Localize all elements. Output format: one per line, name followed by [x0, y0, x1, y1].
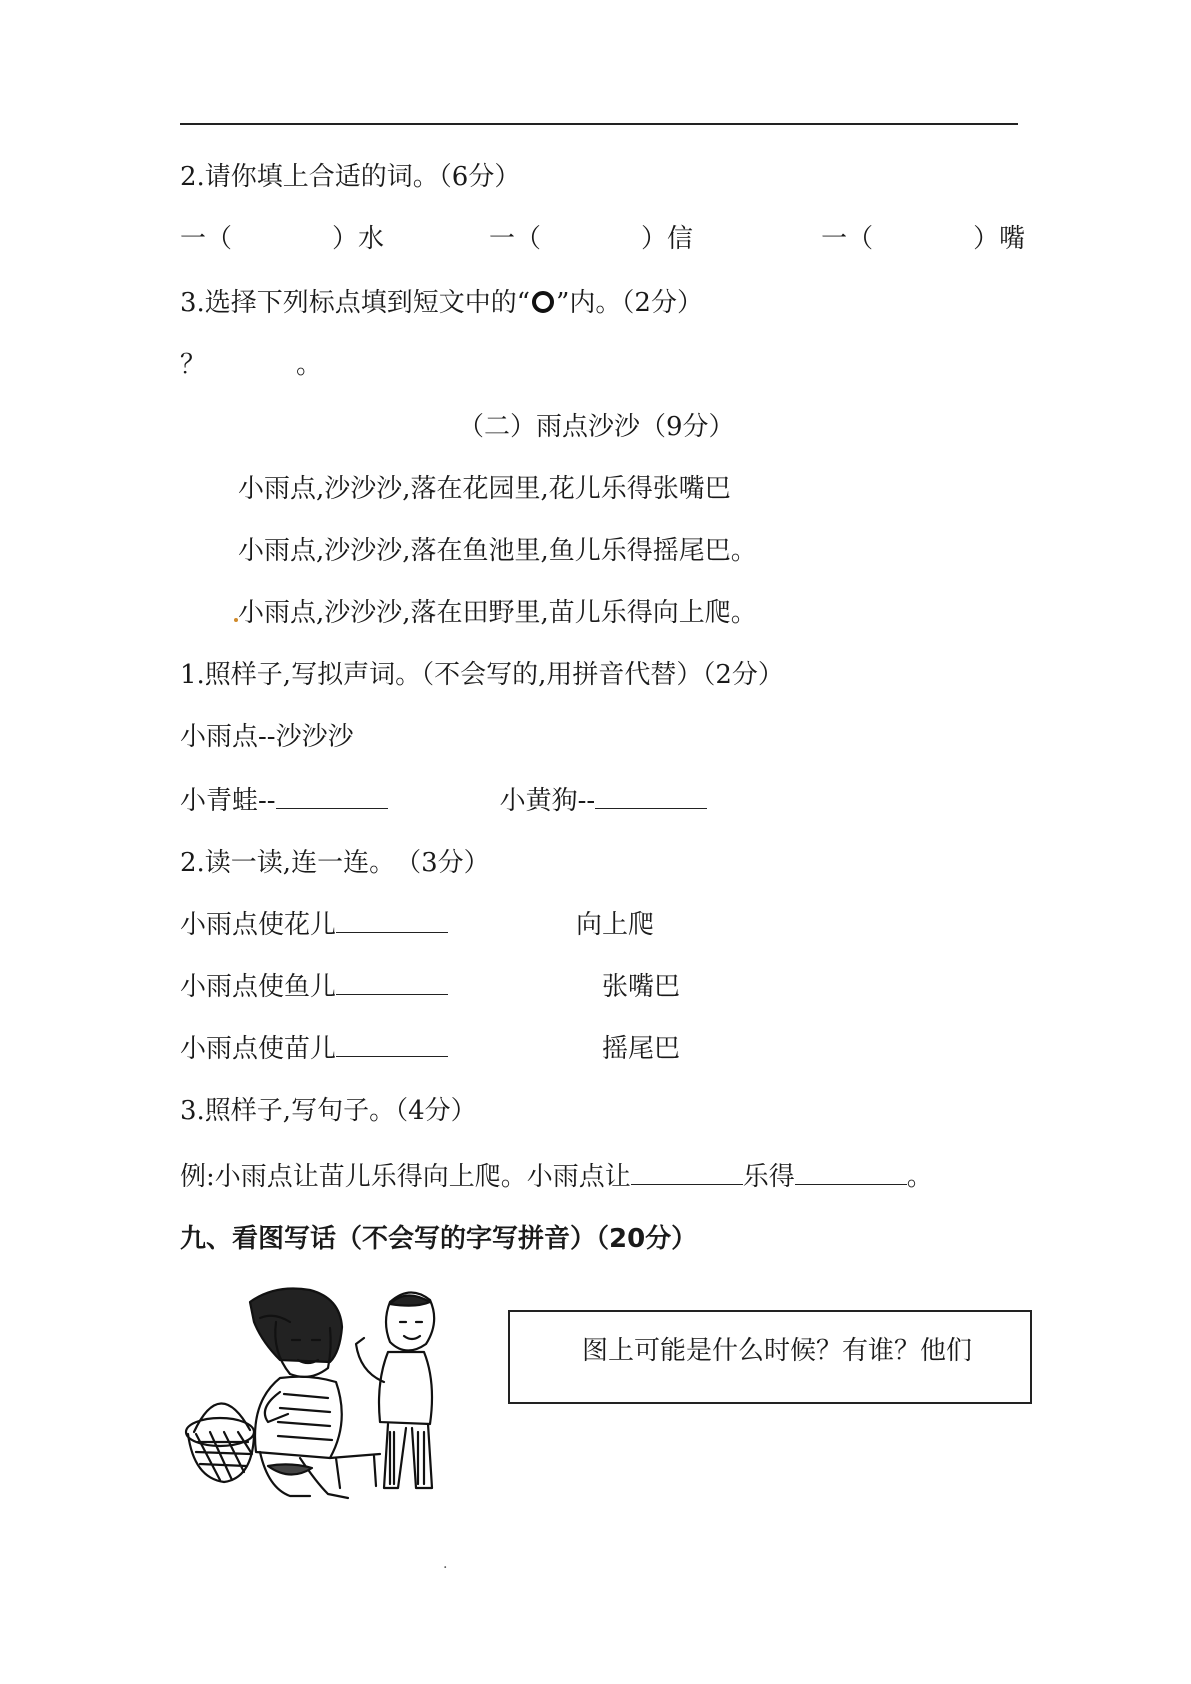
q2-item-2-prefix: 一（	[489, 224, 542, 254]
sub3-title: 3.照样子,写句子。（4分）	[180, 1096, 477, 1126]
sub2-row-1	[180, 908, 448, 942]
sub1-frog-blank[interactable]	[276, 784, 388, 809]
top-rule	[180, 123, 1018, 125]
q3-title	[180, 286, 703, 320]
q2-item-2-suffix: ）信	[641, 224, 694, 254]
sub2-title: 2.读一读,连一连。 （3分）	[180, 848, 490, 878]
q3-title-after: ”内。（2分）	[556, 288, 703, 318]
q3-options	[180, 348, 322, 382]
poem-line-3: 小雨点,沙沙沙,落在田野里,苗儿乐得向上爬。	[238, 598, 757, 628]
sub2-right-3: 摇尾巴	[602, 1034, 681, 1064]
sub1-title: 1.照样子,写拟声词。（不会写的,用拼音代替）（2分）	[180, 660, 784, 690]
sub2-left-3: 小雨点使苗儿	[180, 1034, 337, 1064]
writing-prompt-box	[508, 1310, 1032, 1404]
sub3-example-part1: 例:小雨点让苗儿乐得向上爬。小雨点让	[180, 1162, 631, 1192]
q3-option-period: 。	[296, 350, 323, 380]
sub2-blank-1[interactable]	[336, 908, 448, 933]
sub2-right-2: 张嘴巴	[602, 972, 681, 1002]
sub3-example-part3: 。	[906, 1162, 933, 1192]
q2-item-1-prefix: 一（	[180, 224, 233, 254]
sub2-left-1: 小雨点使花儿	[180, 910, 337, 940]
sub1-dog-blank[interactable]	[595, 784, 707, 809]
poem-line-2: 小雨点,沙沙沙,落在鱼池里,鱼儿乐得摇尾巴。	[238, 536, 757, 566]
sub2-blank-2[interactable]	[336, 970, 448, 995]
sub3-example-row	[180, 1160, 933, 1194]
section9-title: 九、看图写话（不会写的字写拼音）（20分）	[180, 1224, 698, 1254]
circle-icon	[532, 291, 554, 313]
q2-item-3-prefix: 一（	[821, 224, 874, 254]
sub2-left-2: 小雨点使鱼儿	[180, 972, 337, 1002]
q2-items-row	[180, 222, 1025, 256]
q2-title: 2.请你填上合适的词。（6分）	[180, 162, 521, 192]
page-footer-dot: .	[443, 1556, 448, 1572]
sub1-item-frog: 小青蛙--	[180, 786, 276, 816]
poem-heading: （二）雨点沙沙（9分）	[458, 412, 735, 442]
sub3-example-part2: 乐得	[742, 1162, 795, 1192]
sub3-blank-1[interactable]	[631, 1160, 743, 1185]
q3-title-before: 3.选择下列标点填到短文中的“	[180, 288, 531, 318]
q2-item-3-suffix: ）嘴	[973, 224, 1026, 254]
writing-prompt-text: 图上可能是什么时候？有谁？他们	[582, 1336, 973, 1366]
sub1-item-dog: 小黄狗--	[499, 786, 596, 816]
sub1-items-row	[180, 784, 707, 818]
sub2-row-2	[180, 970, 448, 1004]
q3-option-question: ？	[180, 350, 207, 380]
grandma-child-illustration	[180, 1282, 478, 1510]
sub3-blank-2[interactable]	[795, 1160, 907, 1185]
poem-line-1: 小雨点,沙沙沙,落在花园里,花儿乐得张嘴巴	[238, 474, 731, 504]
sub2-row-3	[180, 1032, 448, 1066]
sub1-example: 小雨点--沙沙沙	[180, 722, 354, 752]
sub2-right-1: 向上爬	[576, 910, 655, 940]
q2-item-1-suffix: ）水	[332, 224, 385, 254]
sub2-blank-3[interactable]	[336, 1032, 448, 1057]
